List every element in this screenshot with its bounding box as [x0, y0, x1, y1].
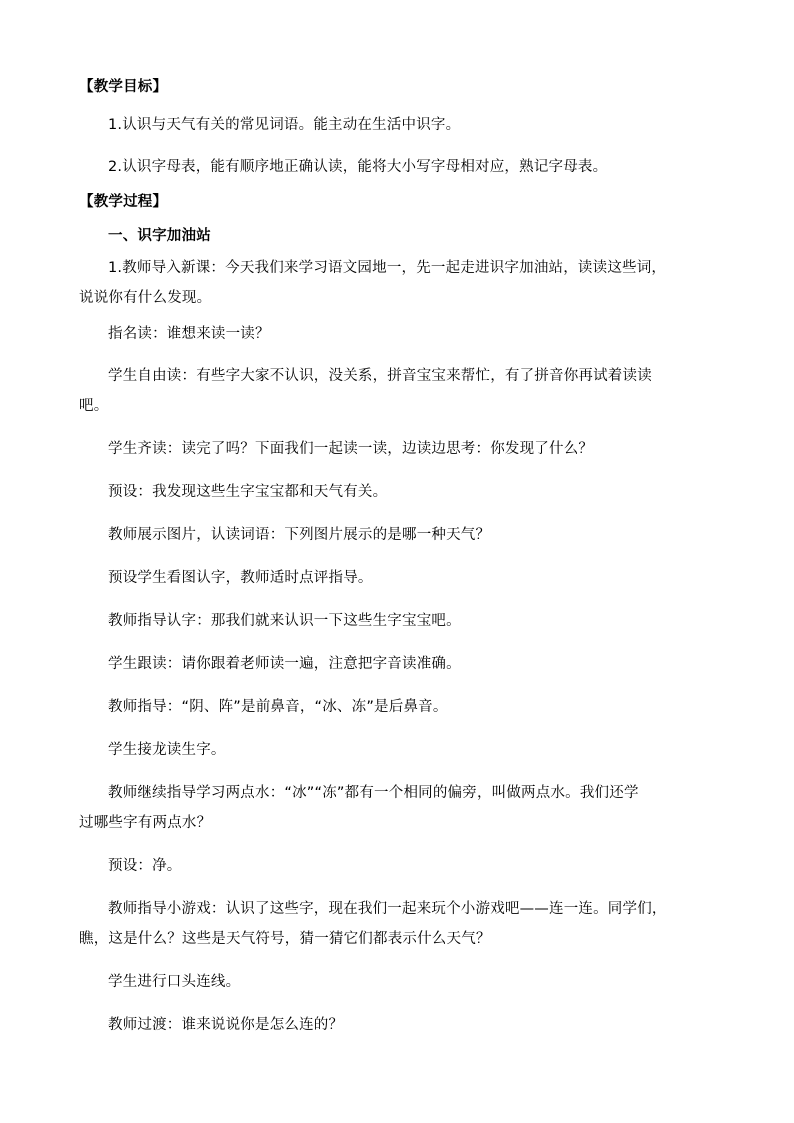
section-heading: 一、识字加油站 — [108, 228, 211, 244]
paragraph-line: 说说你有什么发现。 — [79, 290, 212, 306]
paragraph-line: 瞧，这是什么？这些是天气符号，猜一猜它们都表示什么天气？ — [79, 931, 491, 947]
paragraph-line: 预设：净。 — [108, 858, 182, 874]
paragraph-line: 教师过渡：谁来说说你是怎么连的？ — [108, 1017, 344, 1033]
paragraph-line: 学生齐读：读完了吗？下面我们一起读一读，边读边思考：你发现了什么？ — [108, 441, 594, 457]
paragraph-line: 学生进行口头连线。 — [108, 974, 241, 990]
goal-item-1: 1.认识与天气有关的常见词语。能主动在生活中识字。 — [108, 117, 461, 133]
paragraph-line: 学生自由读：有些字大家不认识，没关系，拼音宝宝来帮忙，有了拼音你再试着读读 — [108, 368, 652, 384]
paragraph-line: 预设学生看图认字，教师适时点评指导。 — [108, 570, 373, 586]
paragraph-line: 教师展示图片，认读词语：下列图片展示的是哪一种天气？ — [108, 527, 491, 543]
paragraph-line: 教师指导小游戏：认识了这些字，现在我们一起来玩个小游戏吧——连一连。同学们， — [108, 901, 667, 917]
paragraph-line: 过哪些字有两点水？ — [79, 815, 212, 831]
goal-item-2: 2.认识字母表，能有顺序地正确认读，能将大小写字母相对应，熟记字母表。 — [108, 159, 608, 175]
goals-heading: 【教学目标】 — [79, 79, 168, 95]
paragraph-line: 学生接龙读生字。 — [108, 742, 226, 758]
paragraph-line: 教师继续指导学习两点水：“冰”“冻”都有一个相同的偏旁，叫做两点水。我们还学 — [108, 785, 639, 801]
paragraph-line: 指名读：谁想来读一读？ — [108, 326, 270, 342]
process-heading: 【教学过程】 — [79, 194, 168, 210]
paragraph-line: 吧。 — [79, 398, 109, 414]
paragraph-line: 教师指导认字：那我们就来认识一下这些生字宝宝吧。 — [108, 613, 461, 629]
paragraph-line: 教师指导：“阴、阵”是前鼻音，“冰、冻”是后鼻音。 — [108, 699, 448, 715]
paragraph-line: 学生跟读：请你跟着老师读一遍，注意把字音读准确。 — [108, 656, 461, 672]
paragraph-line: 预设：我发现这些生字宝宝都和天气有关。 — [108, 484, 388, 500]
paragraph-line: 1.教师导入新课：今天我们来学习语文园地一，先一起走进识字加油站，读读这些词， — [108, 260, 667, 276]
